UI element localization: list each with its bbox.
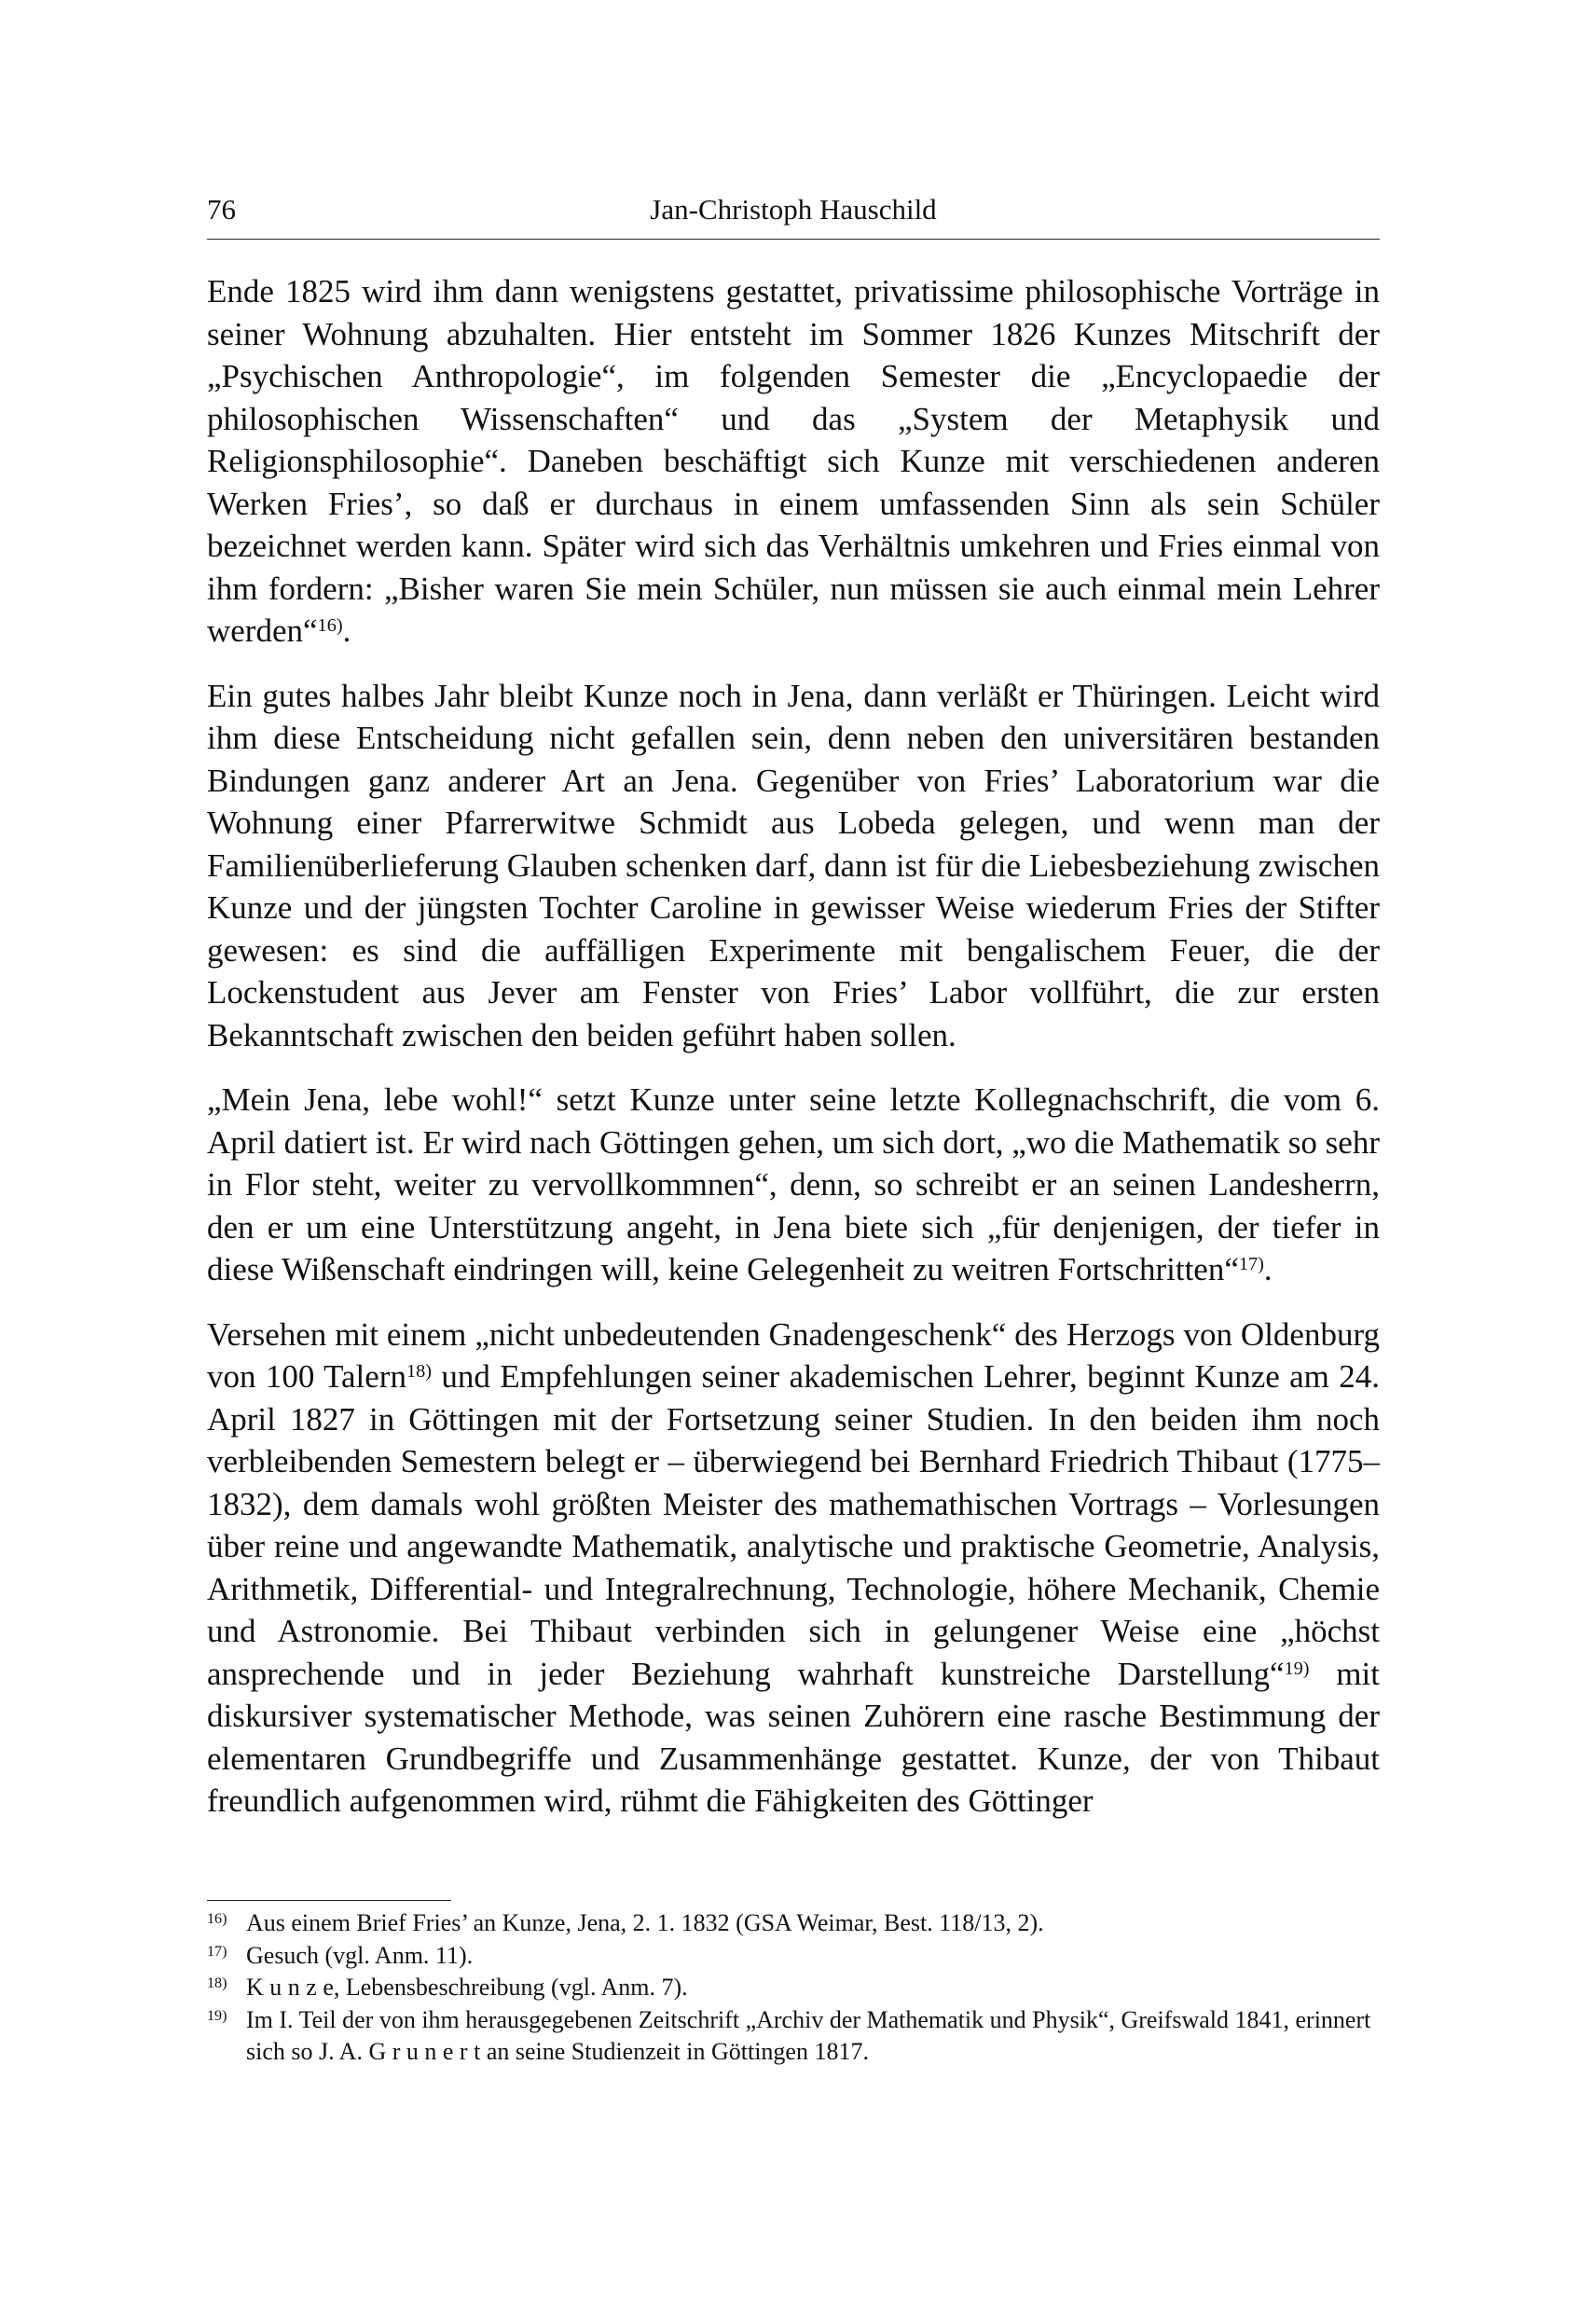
page-header [207,186,1380,233]
footnote-mark-16: 16) [207,1910,227,1927]
paragraph-2 [207,675,1380,1057]
paragraph-4-text-a: Versehen mit einem „nicht unbedeutenden Gnadengeschenk“ des Herzogs von Oldenburg von 100 Talern [207,1315,1380,1395]
footnote-text-19: Im I. Teil der von ihm herausgegebenen Zeitschrift „Archiv der Mathematik und Physik“, Greifswald 1841, erinnert sich so J. A. G r u n e r t an seine Studienzeit in Göttingen 1817. [246,2005,1371,2065]
paragraph-4 [207,1314,1380,1823]
paragraph-1 [207,270,1380,653]
footnote-18 [207,1972,1380,2004]
paragraph-4-text-b: und Empfehlungen seiner akademischen Lehrer, beginnt Kunze am 24. April 1827 in Göttingen mit der Fortsetzung seiner Studien. In den beiden ihm noch verbleibenden Semestern belegt er – überwiegend bei Bernhard Friedrich Thibaut (1775–1832), dem damals wohl größten Meister des mathemathischen Vortrags – Vorlesungen über reine und angewandte Mathematik, analytische und praktische Geometrie, Analysis, Arithmetik, Differential- und Integralrechnung, Technologie, höhere Mechanik, Chemie und Astronomie. Bei Thibaut verbinden sich in gelungener Weise eine „höchst ansprechende und in jeder Beziehung wahrhaft kunstreiche Darstellung“ [207,1358,1380,1692]
body-text [207,270,1380,1845]
footnotes [207,1907,1380,2069]
footnote-ref-17: 17) [1238,1253,1264,1274]
running-head: Jan-Christoph Hauschild [650,193,937,226]
footnote-text-18: K u n z e, Lebensbeschreibung (vgl. Anm. 7). [246,1974,688,2001]
footnote-16 [207,1907,1380,1940]
paragraph-1-text: Ende 1825 wird ihm dann wenigstens gestattet, privatissime philosophische Vorträge in seiner Wohnung abzuhalten. Hier entsteht im Sommer 1826 Kunzes Mitschrift der „Psychischen Anthropologie“, im folgenden Semester die „Encyclopaedie der philosophischen Wissenschaften“ und das „System der Metaphysik und Religionsphilosophie“. Daneben beschäftigt sich Kunze mit verschiedenen anderen Werken Fries’, so daß er durchaus in einem umfassenden Sinn als sein Schüler bezeichnet werden kann. Später wird sich das Verhältnis umkehren und Fries einmal von ihm fordern: „Bisher waren Sie mein Schüler, nun müssen sie auch einmal mein Lehrer werden“ [207,273,1380,649]
footnote-mark-17: 17) [207,1943,227,1960]
header-rule [207,239,1380,240]
footnote-ref-16: 16) [317,614,343,636]
footnote-rule [207,1900,451,1901]
footnote-text-17: Gesuch (vgl. Anm. 11). [246,1941,474,1969]
paragraph-3-text: „Mein Jena, lebe wohl!“ setzt Kunze unter seine letzte Kollegnachschrift, die vom 6. April datiert ist. Er wird nach Göttingen gehen, um sich dort, „wo die Mathematik so sehr in Flor steht, weiter zu vervollkommnen“, denn, so schreibt er an seinen Landesherrn, den er um eine Unterstützung angeht, in Jena biete sich „für denjenigen, der tiefer in diese Wißenschaft eindringen will, keine Gelegenheit zu weitren Fortschritten“ [207,1081,1380,1287]
paragraph-3 [207,1079,1380,1291]
footnote-ref-19: 19) [1284,1658,1310,1679]
paragraph-3-tail: . [1263,1251,1273,1287]
footnote-mark-18: 18) [207,1975,227,1991]
paragraph-4-text-c: mit diskursiver systematischer Methode, was seinen Zuhörern eine rasche Bestimmung der elementaren Grundbegriffe und Zusammenhänge gestattet. Kunze, der von Thibaut freundlich aufgenommen wird, rühmt die Fähigkeiten des Göttinger [207,1655,1380,1819]
page-number: 76 [207,193,236,226]
footnote-text-16: Aus einem Brief Fries’ an Kunze, Jena, 2. 1. 1832 (GSA Weimar, Best. 118/13, 2). [246,1909,1044,1936]
paragraph-1-tail: . [342,612,351,649]
footnote-19 [207,2004,1380,2069]
footnote-mark-19: 19) [207,2007,227,2024]
footnote-17 [207,1940,1380,1973]
paragraph-2-text: Ein gutes halbes Jahr bleibt Kunze noch in Jena, dann verläßt er Thüringen. Leicht wird ihm diese Entscheidung nicht gefallen sein, denn neben den universitären bestanden Bindungen ganz anderer Art an Jena. Gegenüber von Fries’ Laboratorium war die Wohnung einer Pfarrerwitwe Schmidt aus Lobeda gelegen, und wenn man der Familienüberlieferung Glauben schenken darf, dann ist für die Liebesbeziehung zwischen Kunze und der jüngsten Tochter Caroline in gewisser Weise wiederum Fries der Stifter gewesen: es sind die auffälligen Experimente mit bengalischem Feuer, die der Lockenstudent aus Jever am Fenster von Fries’ Labor vollführt, die zur ersten Bekanntschaft zwischen den beiden geführt haben sollen. [207,677,1380,1053]
footnote-ref-18: 18) [406,1360,433,1382]
